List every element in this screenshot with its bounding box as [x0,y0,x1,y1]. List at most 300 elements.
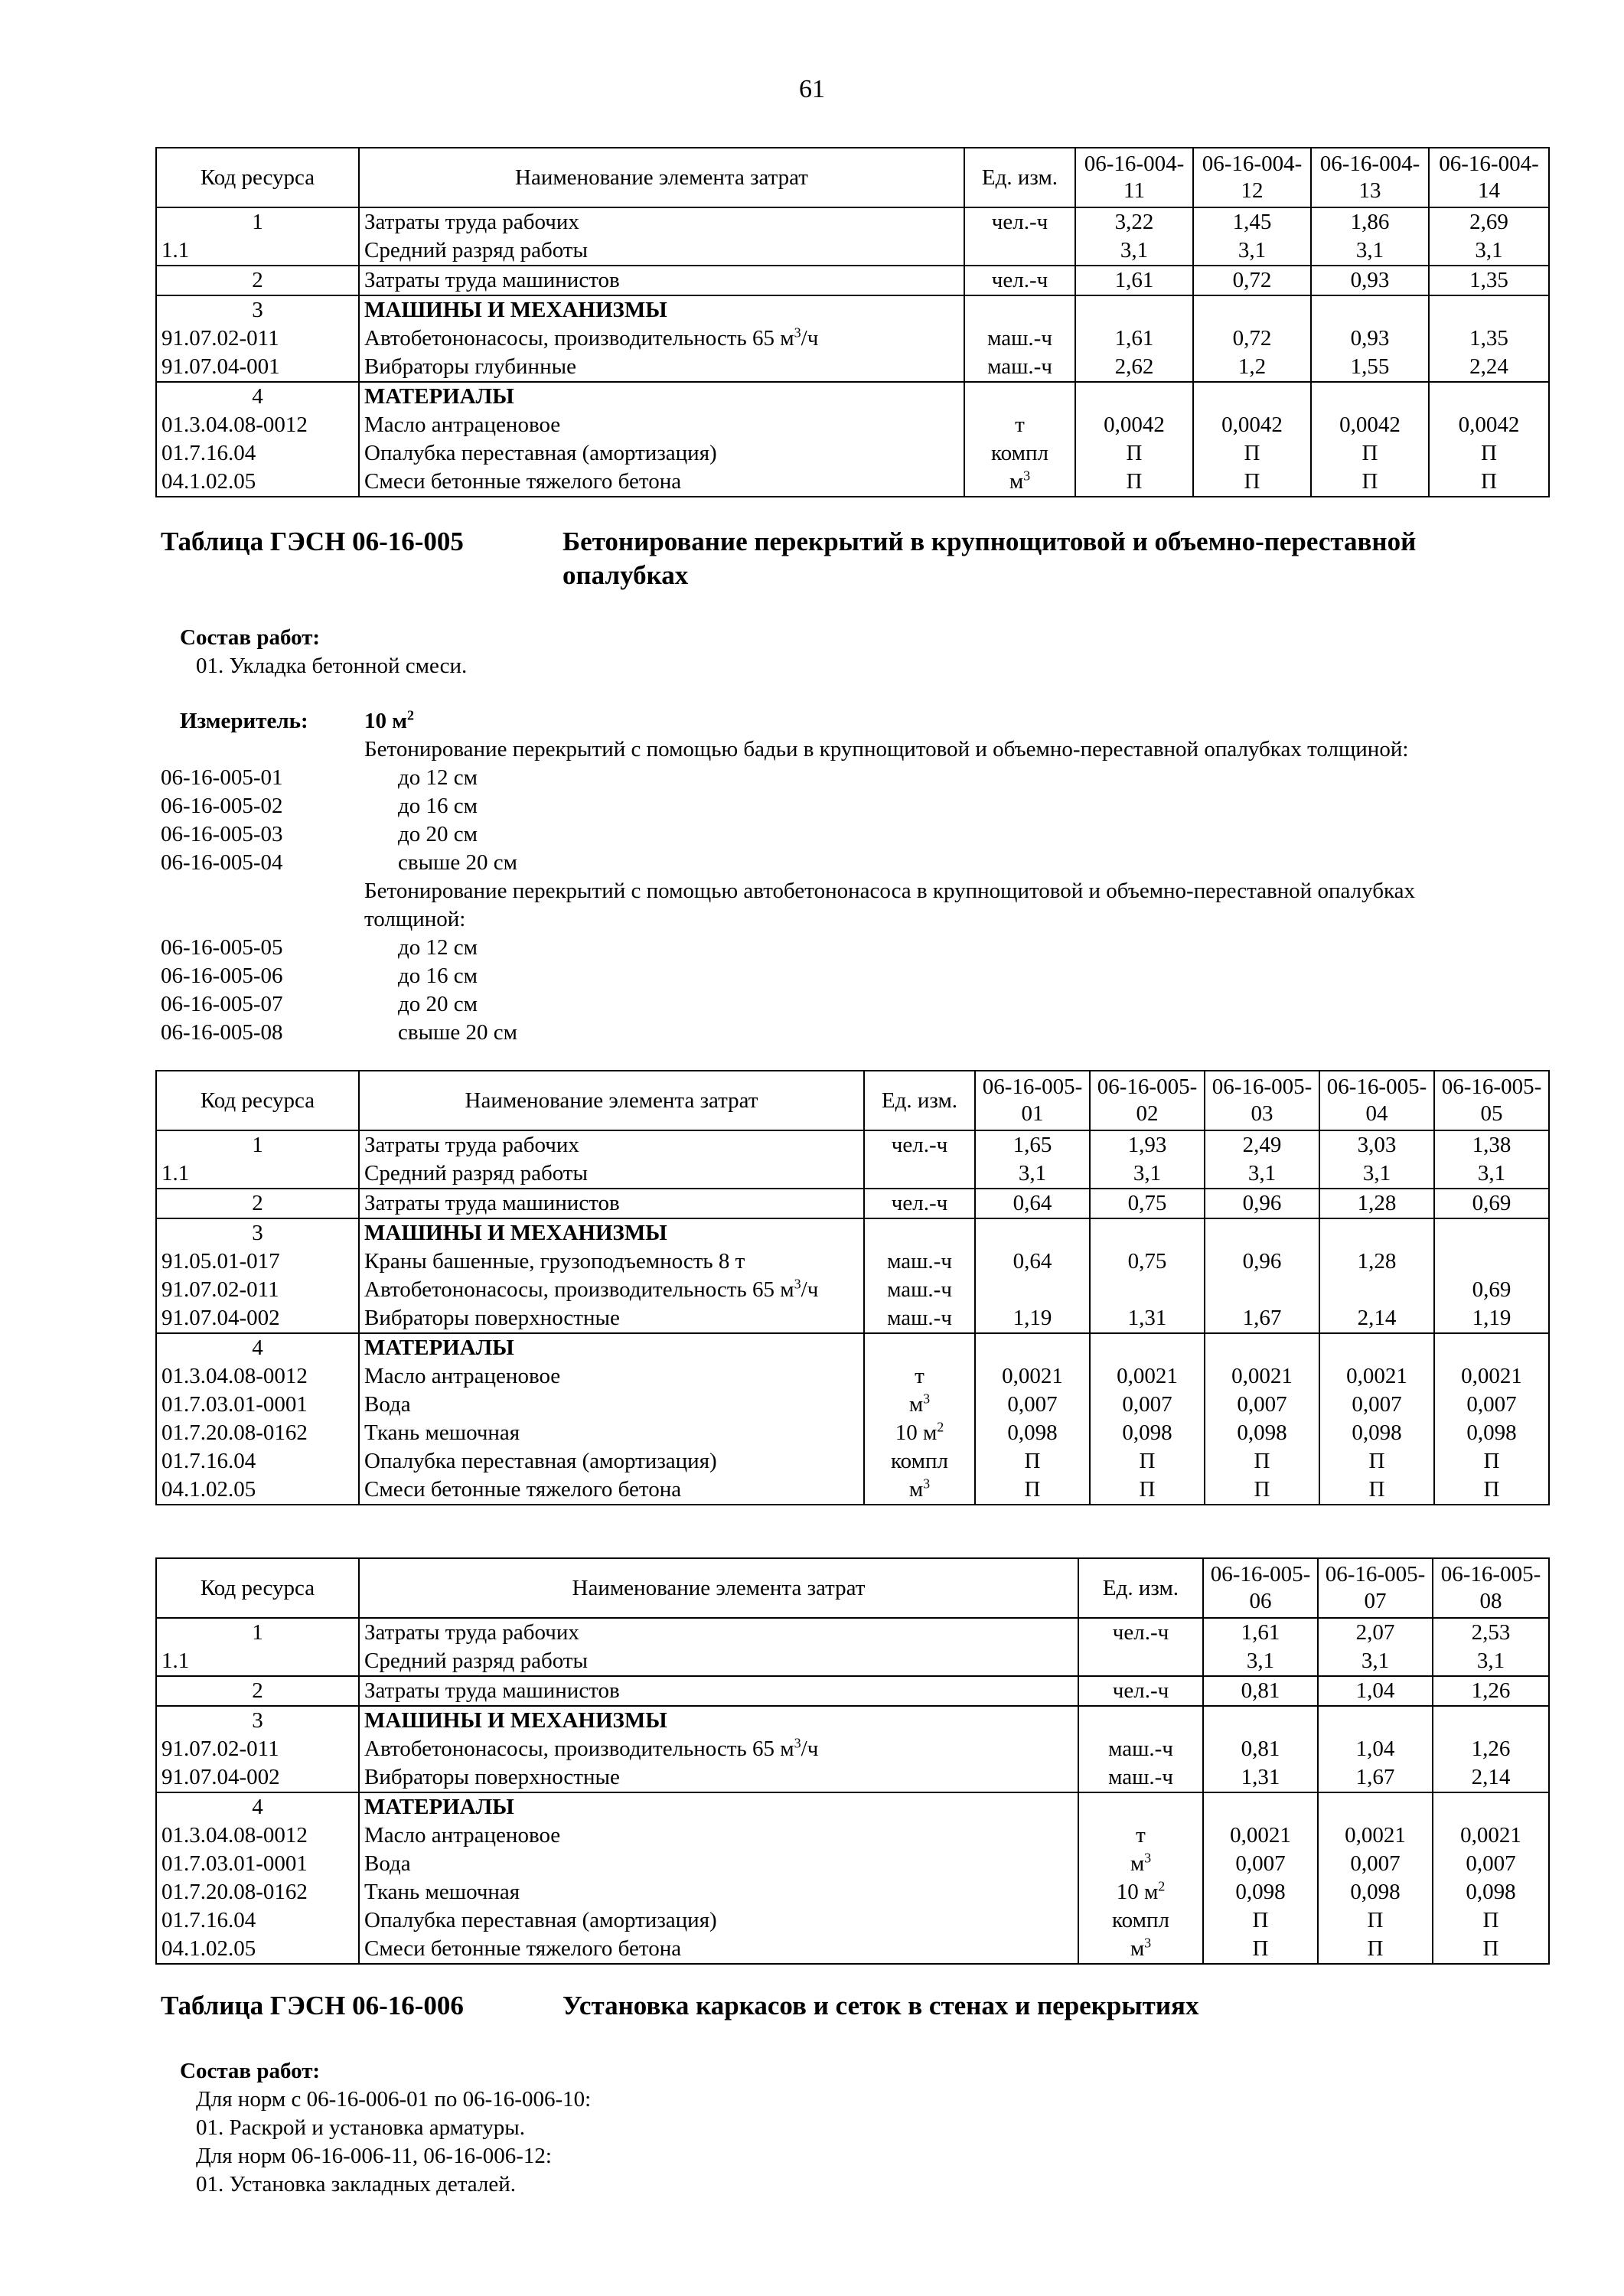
norm-thickness: до 16 см [398,794,478,818]
table-row [156,1618,1549,1647]
value-cell: 1,86 [1311,207,1429,236]
value-cell: 0,007 [1090,1391,1205,1419]
value-cell: 1,45 [1193,207,1311,236]
group-description: толщиной: [364,907,466,931]
value-cell: 0,007 [1319,1391,1434,1419]
resource-name-cell: Масло антраценовое [359,1362,864,1391]
value-cell: 1,28 [1319,1189,1434,1218]
resource-name-cell: МАШИНЫ И МЕХАНИЗМЫ [359,1218,864,1247]
resource-code-cell: 91.07.04-002 [156,1304,359,1333]
value-cell [1429,295,1549,325]
header-cell: 06-16-005-07 [1318,1558,1433,1618]
resource-name-cell: Смеси бетонные тяжелого бетона [359,468,964,497]
header-cell: 06-16-005-04 [1319,1071,1434,1130]
resource-code-cell: 1 [156,207,359,236]
resource-code-cell: 1 [156,1130,359,1159]
value-cell: 2,07 [1318,1618,1433,1647]
value-cell: 1,35 [1429,325,1549,353]
value-cell: П [1205,1447,1319,1476]
table-row [156,1189,1549,1218]
unit-cell: компл [864,1447,975,1476]
resource-name-cell: Ткань мешочная [359,1419,864,1447]
value-cell: П [1319,1447,1434,1476]
norm-thickness: до 12 см [398,765,478,790]
table-row [156,1304,1549,1333]
value-cell [1319,1218,1434,1247]
value-cell: 3,1 [1193,236,1311,266]
table-row [156,207,1549,236]
table-row [156,411,1549,439]
table-row [156,1676,1549,1706]
value-cell: 1,61 [1075,325,1193,353]
resource-code-cell: 91.07.02-011 [156,325,359,353]
resource-name-cell: Затраты труда машинистов [359,1676,1078,1706]
value-cell: П [1318,1935,1433,1964]
value-cell: 1,65 [975,1130,1090,1159]
resource-name-cell: Опалубка переставная (амортизация) [359,439,964,468]
unit-cell: $м^3$ [964,468,1075,497]
value-cell: 0,96 [1205,1189,1319,1218]
resource-name-cell: Опалубка переставная (амортизация) [359,1906,1078,1935]
resource-code-cell: 1.1 [156,1159,359,1189]
table-row [156,382,1549,411]
resource-code-cell: 3 [156,1218,359,1247]
value-cell [1318,1706,1433,1735]
header-cell: 06-16-005-02 [1090,1071,1205,1130]
value-cell [1090,1276,1205,1304]
header-cell: 06-16-004-13 [1311,148,1429,207]
value-cell: 0,0042 [1311,411,1429,439]
value-cell: 0,0042 [1075,411,1193,439]
unit-cell: маш.-ч [1078,1763,1203,1792]
resource-name-cell: МАТЕРИАЛЫ [359,1333,864,1362]
unit-cell [864,1159,975,1189]
resource-name-cell: Опалубка переставная (амортизация) [359,1447,864,1476]
resource-code-cell: 1 [156,1618,359,1647]
value-cell: П [1090,1447,1205,1476]
measure-value: 10 $м^2$ [364,707,415,733]
value-cell: 3,22 [1075,207,1193,236]
table-label: Таблица ГЭСН 06-16-006 [161,1991,464,2020]
unit-cell [864,1333,975,1362]
value-cell: 0,098 [1434,1419,1549,1447]
value-cell: 0,007 [1318,1850,1433,1878]
norm-code: 06-16-005-04 [161,850,283,875]
value-cell: 3,1 [1203,1647,1318,1676]
value-cell: 0,81 [1203,1676,1318,1706]
value-cell: 0,098 [1319,1419,1434,1447]
resource-name-cell: Автобетононасосы, производительность 65 $м^3/ч$ [359,1276,864,1304]
header-cell: Ед. изм. [864,1071,975,1130]
table-row [156,1159,1549,1189]
unit-cell: 10 $м^2$ [1078,1878,1203,1906]
value-cell [1090,1333,1205,1362]
resource-code-cell: 91.05.01-017 [156,1247,359,1276]
value-cell: 3,1 [1318,1647,1433,1676]
resource-code-cell: 4 [156,1792,359,1821]
resource-code-cell: 1.1 [156,1647,359,1676]
header-cell: 06-16-005-03 [1205,1071,1319,1130]
work-composition-heading: Состав работ: [180,2059,321,2083]
value-cell: 0,098 [1205,1419,1319,1447]
table-row [156,1362,1549,1391]
resource-table-005-a [155,1070,1550,1505]
table-header-row [156,1558,1549,1618]
unit-cell: $м^3$ [864,1476,975,1505]
value-cell: 1,19 [1434,1304,1549,1333]
value-cell: 0,75 [1090,1247,1205,1276]
resource-name-cell: Краны башенные, грузоподъемность 8 т [359,1247,864,1276]
value-cell: П [975,1447,1090,1476]
value-cell: 1,28 [1319,1247,1434,1276]
value-cell: 1,2 [1193,353,1311,382]
table-row [156,1906,1549,1935]
group-description: Бетонирование перекрытий с помощью автобетононасоса в крупнощитовой и объемно-переставной опалубках [364,879,1415,903]
value-cell [1319,1276,1434,1304]
table-row [156,1706,1549,1735]
unit-cell [1078,1706,1203,1735]
table-row [156,439,1549,468]
value-cell: 2,24 [1429,353,1549,382]
norm-code: 06-16-005-02 [161,794,283,818]
resource-code-cell: 2 [156,1189,359,1218]
value-cell: 0,098 [1433,1878,1549,1906]
resource-code-cell: 2 [156,1676,359,1706]
value-cell: 1,93 [1090,1130,1205,1159]
norm-thickness: до 12 см [398,935,478,960]
resource-code-cell: 1.1 [156,236,359,266]
unit-cell: чел.-ч [964,207,1075,236]
header-cell: Наименование элемента затрат [359,1071,864,1130]
value-cell: 3,1 [1434,1159,1549,1189]
value-cell: 0,098 [1090,1419,1205,1447]
resource-name-cell: Масло антраценовое [359,1821,1078,1850]
resource-code-cell: 04.1.02.05 [156,1476,359,1505]
value-cell: П [1075,468,1193,497]
value-cell: 0,64 [975,1189,1090,1218]
resource-name-cell: Смеси бетонные тяжелого бетона [359,1476,864,1505]
value-cell [1434,1218,1549,1247]
value-cell: 3,1 [1319,1159,1434,1189]
value-cell: П [1311,468,1429,497]
resource-code-cell: 04.1.02.05 [156,1935,359,1964]
value-cell: 3,1 [1090,1159,1205,1189]
table-header-row [156,148,1549,207]
resource-code-cell: 91.07.04-002 [156,1763,359,1792]
unit-cell: чел.-ч [864,1189,975,1218]
resource-table-004 [155,147,1550,497]
unit-cell: т [864,1362,975,1391]
value-cell: 2,14 [1433,1763,1549,1792]
value-cell [1429,382,1549,411]
resource-code-cell: 01.3.04.08-0012 [156,411,359,439]
unit-cell: чел.-ч [1078,1676,1203,1706]
header-cell: 06-16-004-11 [1075,148,1193,207]
resource-name-cell: Вода [359,1850,1078,1878]
section-title [563,525,1557,592]
resource-table-005-b [155,1557,1550,1965]
unit-cell: компл [1078,1906,1203,1935]
value-cell [1203,1706,1318,1735]
unit-cell: маш.-ч [864,1247,975,1276]
norm-thickness: до 16 см [398,964,478,988]
resource-name-cell: Затраты труда машинистов [359,1189,864,1218]
value-cell: 0,098 [1203,1878,1318,1906]
header-cell: 06-16-005-08 [1433,1558,1549,1618]
unit-cell: маш.-ч [1078,1735,1203,1763]
resource-code-cell: 01.7.03.01-0001 [156,1850,359,1878]
table-row [156,353,1549,382]
value-cell: 1,55 [1311,353,1429,382]
value-cell: 3,1 [1075,236,1193,266]
unit-cell [964,236,1075,266]
value-cell [1075,295,1193,325]
unit-cell [1078,1792,1203,1821]
value-cell: 1,38 [1434,1130,1549,1159]
value-cell: 0,0042 [1193,411,1311,439]
header-cell: Код ресурса [156,148,359,207]
unit-cell: $м^3$ [1078,1935,1203,1964]
value-cell: 0,007 [1203,1850,1318,1878]
value-cell: П [975,1476,1090,1505]
value-cell: 3,03 [1319,1130,1434,1159]
value-cell [1203,1792,1318,1821]
value-cell: 2,14 [1319,1304,1434,1333]
resource-code-cell: 01.3.04.08-0012 [156,1362,359,1391]
table-row [156,1333,1549,1362]
resource-code-cell: 01.7.16.04 [156,1906,359,1935]
header-cell: 06-16-005-01 [975,1071,1090,1130]
value-cell: 1,31 [1090,1304,1205,1333]
table-row [156,1792,1549,1821]
value-cell: П [1429,468,1549,497]
measure-label: Измеритель: [180,709,308,733]
unit-cell [964,382,1075,411]
table-row [156,1476,1549,1505]
value-cell: 0,75 [1090,1189,1205,1218]
value-cell: 0,72 [1193,325,1311,353]
resource-code-cell: 01.7.20.08-0162 [156,1419,359,1447]
resource-name-cell: Затраты труда рабочих [359,1130,864,1159]
value-cell: 0,098 [1318,1878,1433,1906]
table-label: Таблица ГЭСН 06-16-005 [161,527,464,556]
value-cell: 1,26 [1433,1735,1549,1763]
value-cell: 1,04 [1318,1735,1433,1763]
resource-code-cell: 3 [156,1706,359,1735]
value-cell: 1,67 [1205,1304,1319,1333]
page-number: 61 [799,75,825,103]
value-cell: 3,1 [1205,1159,1319,1189]
table-row [156,1850,1549,1878]
resource-code-cell: 01.7.20.08-0162 [156,1878,359,1906]
value-cell: 0,0021 [1205,1362,1319,1391]
work-line: 01. Раскрой и установка арматуры. [196,2115,525,2140]
value-cell: 0,96 [1205,1247,1319,1276]
value-cell [975,1276,1090,1304]
value-cell: П [1311,439,1429,468]
table-row [156,1647,1549,1676]
value-cell: 1,26 [1433,1676,1549,1706]
value-cell [1318,1792,1433,1821]
resource-name-cell: Средний разряд работы [359,1647,1078,1676]
unit-cell [964,295,1075,325]
resource-name-cell: МАТЕРИАЛЫ [359,382,964,411]
value-cell: П [1318,1906,1433,1935]
value-cell: 1,35 [1429,266,1549,295]
table-row [156,1130,1549,1159]
value-cell: 3,1 [975,1159,1090,1189]
value-cell [1434,1333,1549,1362]
table-row [156,325,1549,353]
norm-thickness: свыше 20 см [398,850,517,875]
resource-code-cell: 2 [156,266,359,295]
value-cell: 3,1 [1433,1647,1549,1676]
unit-cell: 10 $м^2$ [864,1419,975,1447]
work-line: 01. Установка закладных деталей. [196,2172,516,2197]
work-item: 01. Укладка бетонной смеси. [196,654,468,678]
table-row [156,266,1549,295]
value-cell: 0,007 [1205,1391,1319,1419]
resource-name-cell: Затраты труда машинистов [359,266,964,295]
resource-code-cell: 4 [156,1333,359,1362]
resource-code-cell: 01.7.16.04 [156,1447,359,1476]
table-row [156,1276,1549,1304]
value-cell: 0,69 [1434,1276,1549,1304]
unit-cell: $м^3$ [864,1391,975,1419]
norm-code: 06-16-005-08 [161,1020,283,1045]
work-composition-heading: Состав работ: [180,625,321,650]
value-cell: 1,61 [1075,266,1193,295]
header-cell: Код ресурса [156,1071,359,1130]
header-cell: Код ресурса [156,1558,359,1618]
value-cell [1433,1706,1549,1735]
unit-cell: маш.-ч [864,1276,975,1304]
resource-code-cell: 91.07.02-011 [156,1276,359,1304]
unit-cell: т [1078,1821,1203,1850]
resource-name-cell: Средний разряд работы [359,236,964,266]
table-row [156,1218,1549,1247]
header-cell: Наименование элемента затрат [359,1558,1078,1618]
table-row [156,1821,1549,1850]
value-cell: 0,93 [1311,325,1429,353]
unit-cell [864,1218,975,1247]
value-cell: 0,72 [1193,266,1311,295]
table-row [156,1935,1549,1964]
header-cell: 06-16-004-14 [1429,148,1549,207]
header-cell: Ед. изм. [964,148,1075,207]
table-row [156,1735,1549,1763]
work-line: Для норм с 06-16-006-01 по 06-16-006-10: [196,2087,592,2112]
table-row [156,1419,1549,1447]
header-cell: 06-16-005-05 [1434,1071,1549,1130]
resource-name-cell: Автобетононасосы, производительность 65 $м^3/ч$ [359,1735,1078,1763]
table-row [156,1247,1549,1276]
value-cell: П [1434,1476,1549,1505]
value-cell: 0,0021 [1434,1362,1549,1391]
resource-code-cell: 01.7.16.04 [156,439,359,468]
value-cell: 2,69 [1429,207,1549,236]
value-cell: П [1193,439,1311,468]
value-cell: П [1205,1476,1319,1505]
unit-cell: маш.-ч [964,325,1075,353]
table-header-row [156,1071,1549,1130]
norm-code: 06-16-005-03 [161,822,283,846]
header-cell: 06-16-005-06 [1203,1558,1318,1618]
norm-thickness: до 20 см [398,992,478,1016]
resource-code-cell: 91.07.02-011 [156,1735,359,1763]
table-row [156,236,1549,266]
value-cell: 0,0021 [1319,1362,1434,1391]
unit-cell: компл [964,439,1075,468]
unit-cell: маш.-ч [964,353,1075,382]
value-cell [1193,295,1311,325]
resource-code-cell: 01.7.03.01-0001 [156,1391,359,1419]
value-cell: П [1433,1935,1549,1964]
unit-cell: чел.-ч [964,266,1075,295]
value-cell: 1,31 [1203,1763,1318,1792]
value-cell: 0,0042 [1429,411,1549,439]
norm-code: 06-16-005-06 [161,964,283,988]
value-cell: 0,0021 [1318,1821,1433,1850]
value-cell: П [1075,439,1193,468]
value-cell: 2,62 [1075,353,1193,382]
norm-thickness: до 20 см [398,822,478,846]
value-cell: 0,007 [1433,1850,1549,1878]
value-cell [1075,382,1193,411]
resource-code-cell: 01.3.04.08-0012 [156,1821,359,1850]
resource-name-cell: Вибраторы поверхностные [359,1763,1078,1792]
value-cell: 3,1 [1429,236,1549,266]
resource-name-cell: МАТЕРИАЛЫ [359,1792,1078,1821]
resource-name-cell: Масло антраценовое [359,411,964,439]
value-cell: 1,04 [1318,1676,1433,1706]
value-cell: 0,098 [975,1419,1090,1447]
table-row [156,468,1549,497]
header-cell: Ед. изм. [1078,1558,1203,1618]
norm-code: 06-16-005-07 [161,992,283,1016]
unit-cell: чел.-ч [1078,1618,1203,1647]
value-cell [975,1333,1090,1362]
section-title: Установка каркасов и сеток в стенах и перекрытиях [563,1991,1199,2020]
value-cell: П [1434,1447,1549,1476]
value-cell: П [1203,1906,1318,1935]
value-cell: П [1433,1906,1549,1935]
value-cell: 0,69 [1434,1189,1549,1218]
header-cell: 06-16-004-12 [1193,148,1311,207]
value-cell: П [1203,1935,1318,1964]
value-cell: 0,0021 [975,1362,1090,1391]
value-cell [1205,1276,1319,1304]
resource-name-cell: Вибраторы глубинные [359,353,964,382]
table-row [156,1763,1549,1792]
value-cell: П [1090,1476,1205,1505]
value-cell: 1,67 [1318,1763,1433,1792]
unit-cell: $м^3$ [1078,1850,1203,1878]
unit-cell [1078,1647,1203,1676]
resource-code-cell: 04.1.02.05 [156,468,359,497]
resource-name-cell: Смеси бетонные тяжелого бетона [359,1935,1078,1964]
table-row [156,1878,1549,1906]
value-cell [1319,1333,1434,1362]
resource-name-cell: Средний разряд работы [359,1159,864,1189]
value-cell: П [1429,439,1549,468]
value-cell: 0,0021 [1090,1362,1205,1391]
value-cell: 0,64 [975,1247,1090,1276]
value-cell: 0,93 [1311,266,1429,295]
value-cell: 0,81 [1203,1735,1318,1763]
value-cell [1193,382,1311,411]
norm-thickness: свыше 20 см [398,1020,517,1045]
